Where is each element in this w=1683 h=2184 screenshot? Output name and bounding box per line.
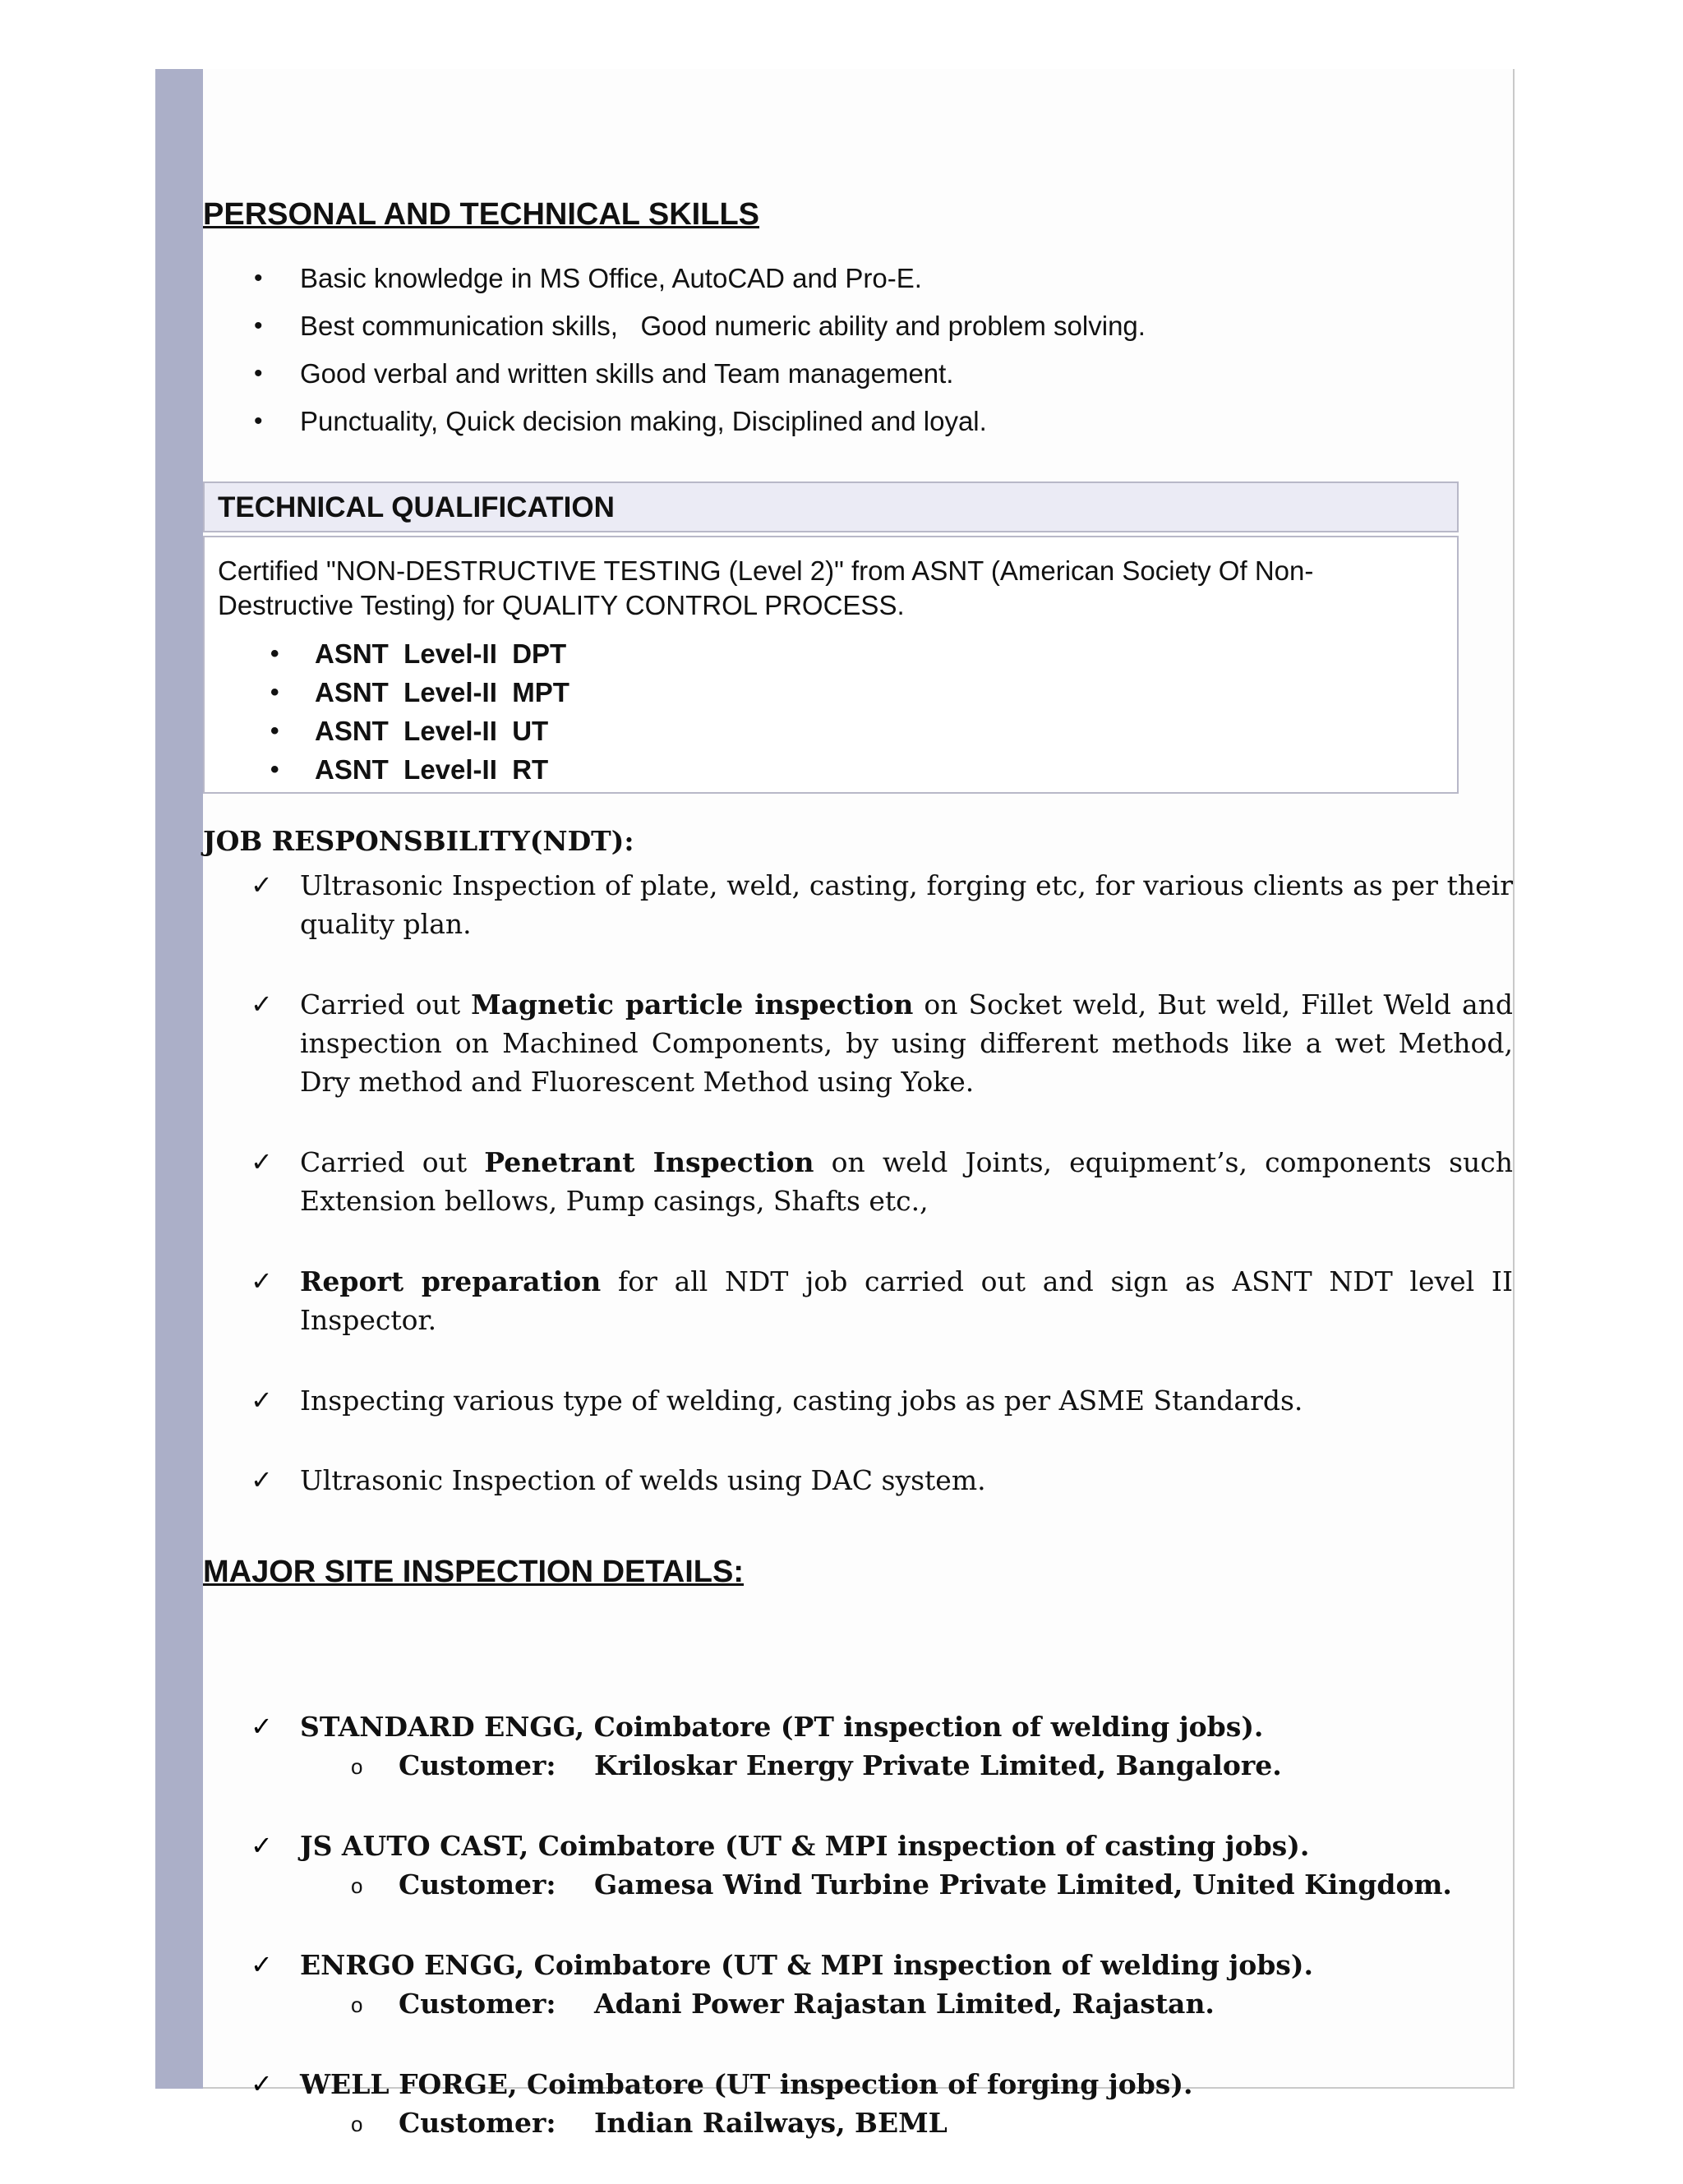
list-item: • ASNT Level-II DPT bbox=[205, 634, 569, 673]
checkmark-icon: ✓ bbox=[251, 1711, 273, 1742]
qualification-list bbox=[205, 634, 569, 789]
circle-bullet-icon: o bbox=[351, 1754, 363, 1779]
site-name: WELL FORGE, Coimbatore (UT inspection of forging jobs). bbox=[300, 2068, 1193, 2100]
circle-bullet-icon: o bbox=[351, 1873, 363, 1898]
customer-label: Customer: bbox=[399, 2107, 556, 2139]
checkmark-icon: ✓ bbox=[251, 1265, 273, 1297]
list-item: ✓ Ultrasonic Inspection of plate, weld, casting, forging etc, for various clients as per their quality plan. bbox=[203, 866, 1513, 985]
technical-qualification-title: TECHNICAL QUALIFICATION bbox=[218, 491, 615, 523]
list-item: ✓ Report preparation for all NDT job carried out and sign as ASNT NDT level II Inspector. bbox=[203, 1262, 1513, 1381]
checkmark-icon: ✓ bbox=[251, 2068, 273, 2099]
responsibility-list bbox=[203, 866, 1513, 1500]
checkmark-icon: ✓ bbox=[251, 1949, 273, 1980]
site-name: STANDARD ENGG, Coimbatore (PT inspection of welding jobs). bbox=[300, 1711, 1264, 1743]
site-customer: Customer: Indian Railways, BEML bbox=[399, 2103, 948, 2142]
skills-list bbox=[203, 255, 1146, 445]
list-item: • Punctuality, Quick decision making, Disciplined and loyal. bbox=[203, 398, 1146, 445]
checkmark-icon: ✓ bbox=[251, 988, 273, 1020]
site-name: JS AUTO CAST, Coimbatore (UT & MPI inspection of casting jobs). bbox=[300, 1830, 1310, 1862]
site-customer: Customer: Adani Power Rajastan Limited, Rajastan. bbox=[399, 1984, 1215, 2023]
bullet-icon: • bbox=[270, 679, 279, 706]
list-item: • ASNT Level-II MPT bbox=[205, 673, 569, 712]
bullet-icon: • bbox=[254, 265, 263, 292]
site-customer: Customer: Gamesa Wind Turbine Private Limited, United Kingdom. bbox=[399, 1865, 1452, 1904]
list-item: • ASNT Level-II UT bbox=[205, 712, 569, 750]
customer-label: Customer: bbox=[399, 1749, 556, 1781]
customer-label: Customer: bbox=[399, 1988, 556, 2020]
bullet-icon: • bbox=[270, 640, 279, 667]
list-item: • Good verbal and written skills and Team management. bbox=[203, 350, 1146, 398]
bullet-icon: • bbox=[254, 408, 263, 435]
checkmark-icon: ✓ bbox=[251, 1146, 273, 1177]
checkmark-icon: ✓ bbox=[251, 1830, 273, 1861]
skills-heading: PERSONAL AND TECHNICAL SKILLS bbox=[203, 197, 760, 232]
bullet-icon: • bbox=[270, 717, 279, 744]
list-item: ✓ Carried out Magnetic particle inspection on Socket weld, But weld, Fillet Weld and inspection on Machined Components, by using different methods like a wet Method, Dry method and Fluorescent Method using Yoke. bbox=[203, 985, 1513, 1143]
circle-bullet-icon: o bbox=[351, 2112, 363, 2136]
bullet-icon: • bbox=[254, 360, 263, 387]
list-item: • Basic knowledge in MS Office, AutoCAD and Pro-E. bbox=[203, 255, 1146, 302]
left-accent-bar bbox=[155, 69, 203, 2089]
site-name: ENRGO ENGG, Coimbatore (UT & MPI inspection of welding jobs). bbox=[300, 1949, 1313, 1981]
list-item: ✓ Carried out Penetrant Inspection on weld Joints, equipment’s, components such Extension bellows, Pump casings, Shafts etc., bbox=[203, 1143, 1513, 1262]
circle-bullet-icon: o bbox=[351, 1993, 363, 2017]
list-item: • Best communication skills, Good numeric ability and problem solving. bbox=[203, 302, 1146, 350]
bullet-icon: • bbox=[270, 756, 279, 783]
customer-label: Customer: bbox=[399, 1868, 556, 1901]
list-item: ✓ Inspecting various type of welding, casting jobs as per ASME Standards. bbox=[203, 1381, 1513, 1461]
job-responsibility-heading: JOB RESPONSBILITY(NDT): bbox=[203, 825, 634, 857]
technical-qualification-header bbox=[203, 481, 1459, 532]
major-site-heading: MAJOR SITE INSPECTION DETAILS: bbox=[203, 1555, 745, 1589]
document-content bbox=[203, 69, 1514, 2139]
list-item: ✓ Ultrasonic Inspection of welds using DAC system. bbox=[203, 1461, 1513, 1500]
site-customer: Customer: Kriloskar Energy Private Limited, Bangalore. bbox=[399, 1746, 1282, 1785]
checkmark-icon: ✓ bbox=[251, 1464, 273, 1495]
qualification-description: Certified "NON-DESTRUCTIVE TESTING (Level 2)" from ASNT (American Society Of Non-Destructive Testing) for QUALITY CONTROL PROCESS. bbox=[218, 555, 1314, 620]
list-item: • ASNT Level-II RT bbox=[205, 750, 569, 789]
technical-qualification-box bbox=[203, 536, 1459, 794]
bullet-icon: • bbox=[254, 312, 263, 339]
checkmark-icon: ✓ bbox=[251, 1385, 273, 1416]
checkmark-icon: ✓ bbox=[251, 869, 273, 901]
